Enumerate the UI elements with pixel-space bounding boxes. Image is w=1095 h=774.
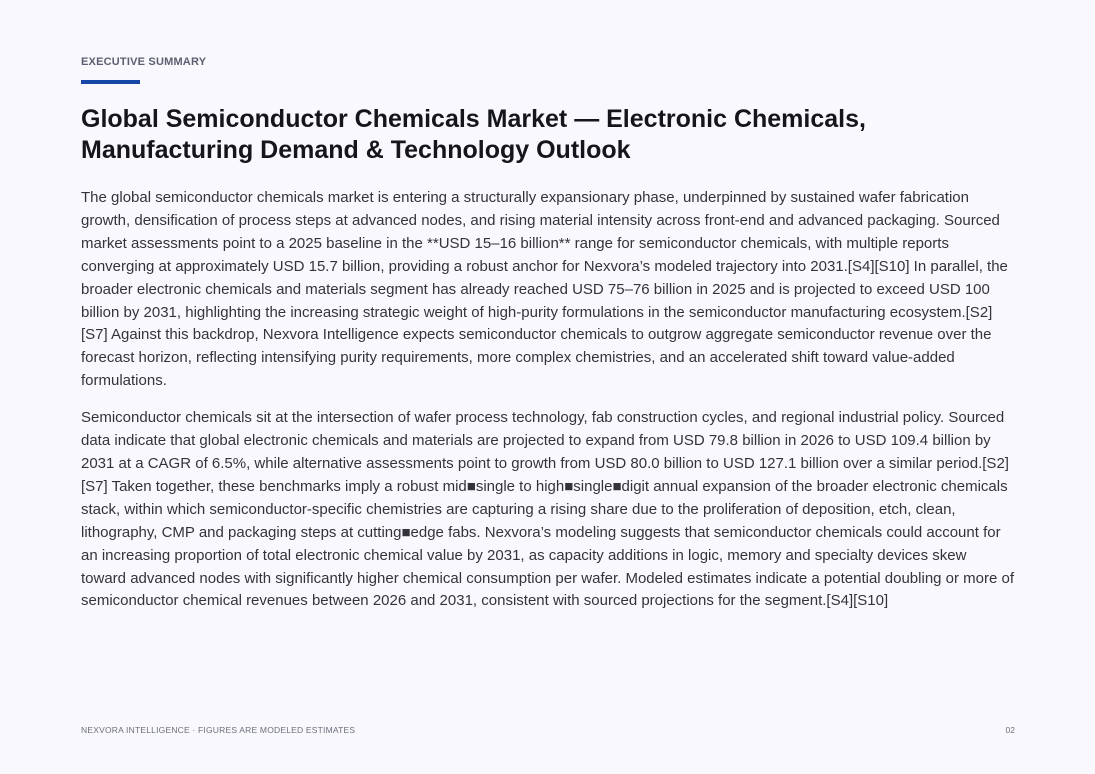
page-number: 02 xyxy=(1005,725,1015,735)
summary-paragraph-1: The global semiconductor chemicals market is entering a structurally expansionary phase, underpinned by sustained wafer fabrication growth, densification of process steps at advanced nodes, and rising material intensity across front-end and advanced packaging. Sourced market assessments point to a 2025 baseline in the **USD 15–16 billion** range for semiconductor chemicals, with multiple reports converging at approximately USD 15.7 billion, providing a robust anchor for Nexvora’s modeled trajectory into 2031.[S4][S10] In parallel, the broader electronic chemicals and materials segment has already reached USD 75–76 billion in 2025 and is projected to exceed USD 100 billion by 2031, highlighting the increasing strategic weight of high-purity formulations in the semiconductor manufacturing ecosystem.[S2][S7] Against this backdrop, Nexvora Intelligence expects semiconductor chemicals to outgrow aggregate semiconductor revenue over the forecast horizon, reflecting intensifying purity requirements, more complex chemistries, and an accelerated shift toward value-added formulations. xyxy=(81,189,1008,390)
footer-note: NEXVORA INTELLIGENCE · FIGURES ARE MODELED ESTIMATES xyxy=(81,725,356,735)
accent-bar xyxy=(81,80,140,84)
section-label: EXECUTIVE SUMMARY xyxy=(81,56,207,68)
report-page xyxy=(81,0,1015,774)
summary-body xyxy=(81,187,1015,627)
page-title: Global Semiconductor Chemicals Market — Electronic Chemicals, Manufacturing Demand & Technology Outlook xyxy=(81,105,866,164)
summary-paragraph-2: Semiconductor chemicals sit at the intersection of wafer process technology, fab construction cycles, and regional industrial policy. Sourced data indicate that global electronic chemicals and materials are projected to expand from USD 79.8 billion in 2026 to USD 109.4 billion by 2031 at a CAGR of 6.5%, while alternative assessments point to growth from USD 80.0 billion to USD 127.1 billion over a similar period.[S2][S7] Taken together, these benchmarks imply a robust mid■single to high■single■digit annual expansion of the broader electronic chemicals stack, within which semiconductor-specific chemistries are capturing a rising share due to the proliferation of deposition, etch, clean, lithography, CMP and packaging steps at cutting■edge fabs. Nexvora’s modeling suggests that semiconductor chemicals could account for an increasing proportion of total electronic chemical value by 2031, as capacity additions in logic, memory and specialty devices skew toward advanced nodes with significantly higher chemical consumption per wafer. Modeled estimates indicate a potential doubling or more of semiconductor chemical revenues between 2026 and 2031, consistent with sourced projections for the segment.[S4][S10] xyxy=(81,409,1015,610)
